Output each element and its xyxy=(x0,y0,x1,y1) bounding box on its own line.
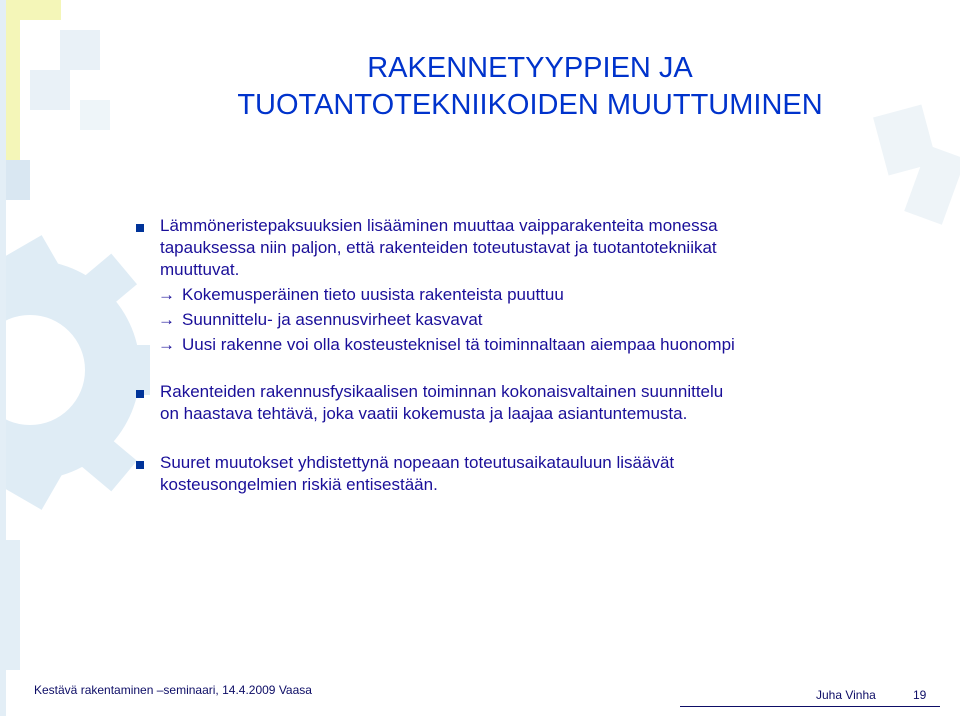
footer-author: Juha Vinha xyxy=(816,688,876,702)
slide-title xyxy=(150,50,910,124)
footer-event: Kestävä rakentaminen –seminaari, 14.4.2009 Vaasa xyxy=(34,683,312,697)
bullet-square-icon xyxy=(136,461,144,469)
arrow-right-icon: → xyxy=(158,335,175,354)
title-line-1: RAKENNETYYPPIEN JA xyxy=(367,52,693,84)
bullet-square-icon xyxy=(136,224,144,232)
bullet-1-line-2: tapauksessa niin paljon, että rakenteiden toteutustavat ja tuotantotekniikat xyxy=(160,238,717,257)
page-number: 19 xyxy=(913,688,927,702)
title-line-2: TUOTANTOTEKNIIKOIDEN MUUTTUMINEN xyxy=(237,89,823,121)
sub-item-3-text: Uusi rakenne voi olla kosteusteknisel tä toiminnaltaan aiempaa huonompi xyxy=(182,335,735,354)
bullet-3-text xyxy=(160,452,880,496)
bullet-3-line-1: Suuret muutokset yhdistettynä nopeaan toteutusaikatauluun lisäävät xyxy=(160,453,675,472)
bullet-1-line-1: Lämmöneristepaksuuksien lisääminen muuttaa vaipparakenteita monessa xyxy=(160,216,718,235)
arrow-right-icon: → xyxy=(158,285,175,304)
bullet-1-text xyxy=(160,215,880,281)
bullet-3-line-2: kosteusongelmien riskiä entisestään. xyxy=(160,475,438,494)
bullet-2-line-2: on haastava tehtävä, joka vaatii kokemusta ja laajaa asiantuntemusta. xyxy=(160,404,688,423)
footer-divider xyxy=(680,706,940,707)
bullet-2-line-1: Rakenteiden rakennusfysikaalisen toiminnan kokonaisvaltainen suunnittelu xyxy=(160,382,724,401)
sub-item-3 xyxy=(158,334,735,356)
sub-item-1-text: Kokemusperäinen tieto uusista rakenteista puuttuu xyxy=(182,285,564,304)
sub-item-1 xyxy=(158,284,564,306)
bullet-2-text xyxy=(160,381,880,425)
sub-item-2 xyxy=(158,309,483,331)
left-accent-bar xyxy=(0,0,6,716)
sub-item-2-text: Suunnittelu- ja asennusvirheet kasvavat xyxy=(182,310,483,329)
bullet-1-line-3: muuttuvat. xyxy=(160,260,240,279)
bullet-square-icon xyxy=(136,390,144,398)
arrow-right-icon: → xyxy=(158,310,175,329)
